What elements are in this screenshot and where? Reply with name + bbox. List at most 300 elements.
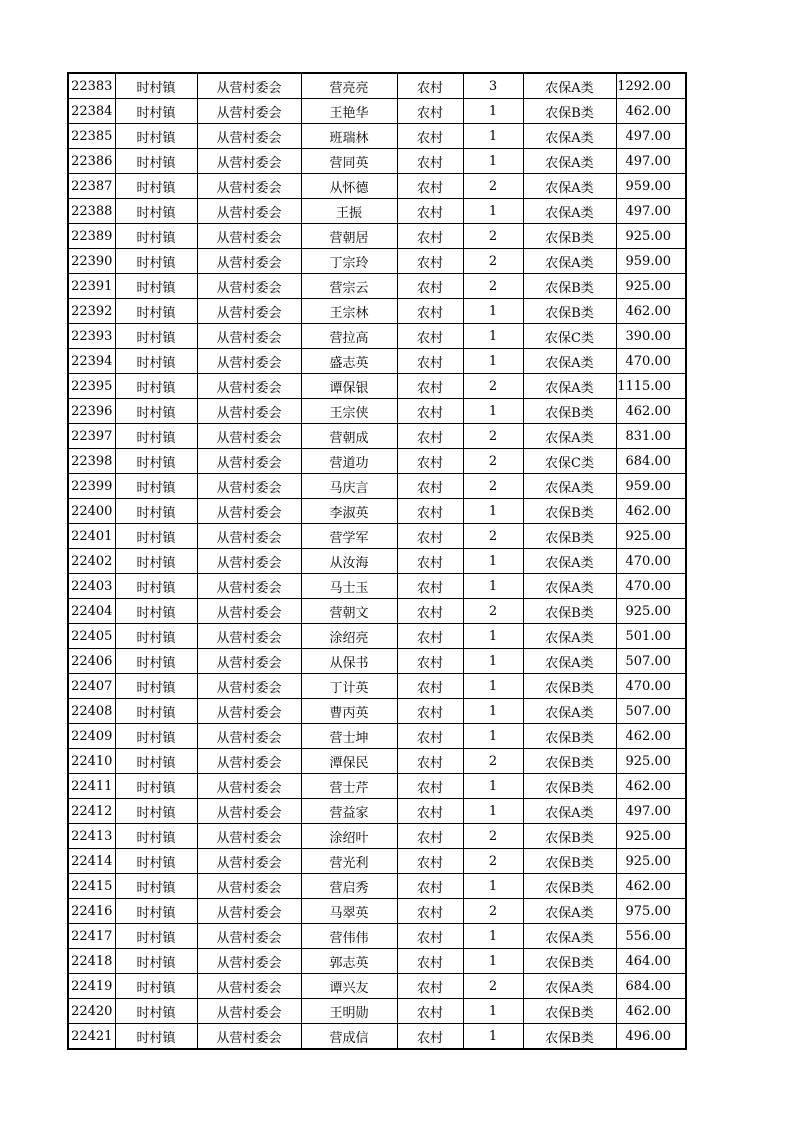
- village-cell: 从营村委会: [197, 324, 301, 349]
- amount-cell: 497.00: [616, 799, 686, 824]
- category-cell: 农保A类: [523, 549, 616, 574]
- household-count-cell: 1: [463, 549, 523, 574]
- household-count-cell: 1: [463, 699, 523, 724]
- household-count-cell: 2: [463, 449, 523, 474]
- amount-cell: 462.00: [616, 299, 686, 324]
- town-cell: 时村镇: [115, 399, 197, 424]
- household-count-cell: 1: [463, 99, 523, 124]
- amount-cell: 925.00: [616, 849, 686, 874]
- table-row: [68, 424, 686, 449]
- household-count-cell: 1: [463, 774, 523, 799]
- amount-cell: 497.00: [616, 149, 686, 174]
- row-id-cell: 22386: [68, 149, 115, 174]
- row-id-cell: 22405: [68, 624, 115, 649]
- category-cell: 农保B类: [523, 499, 616, 524]
- row-id-cell: 22407: [68, 674, 115, 699]
- name-cell: 营士芹: [301, 774, 397, 799]
- name-cell: 涂绍叶: [301, 824, 397, 849]
- category-cell: 农保A类: [523, 149, 616, 174]
- category-cell: 农保A类: [523, 474, 616, 499]
- row-id-cell: 22387: [68, 174, 115, 199]
- area-type-cell: 农村: [397, 99, 463, 124]
- household-count-cell: 2: [463, 824, 523, 849]
- row-id-cell: 22402: [68, 549, 115, 574]
- village-cell: 从营村委会: [197, 974, 301, 999]
- row-id-cell: 22411: [68, 774, 115, 799]
- amount-cell: 684.00: [616, 974, 686, 999]
- table-row: [68, 349, 686, 374]
- table-row: [68, 674, 686, 699]
- village-cell: 从营村委会: [197, 724, 301, 749]
- area-type-cell: 农村: [397, 549, 463, 574]
- village-cell: 从营村委会: [197, 224, 301, 249]
- row-id-cell: 22416: [68, 899, 115, 924]
- village-cell: 从营村委会: [197, 949, 301, 974]
- amount-cell: 925.00: [616, 224, 686, 249]
- village-cell: 从营村委会: [197, 699, 301, 724]
- amount-cell: 507.00: [616, 649, 686, 674]
- category-cell: 农保A类: [523, 424, 616, 449]
- area-type-cell: 农村: [397, 199, 463, 224]
- category-cell: 农保A类: [523, 924, 616, 949]
- amount-cell: 831.00: [616, 424, 686, 449]
- household-count-cell: 1: [463, 724, 523, 749]
- name-cell: 营朝文: [301, 599, 397, 624]
- amount-cell: 462.00: [616, 99, 686, 124]
- table-row: [68, 574, 686, 599]
- area-type-cell: 农村: [397, 449, 463, 474]
- household-count-cell: 1: [463, 1024, 523, 1050]
- household-count-cell: 1: [463, 299, 523, 324]
- table-row: [68, 224, 686, 249]
- town-cell: 时村镇: [115, 924, 197, 949]
- table-row: [68, 699, 686, 724]
- town-cell: 时村镇: [115, 299, 197, 324]
- town-cell: 时村镇: [115, 199, 197, 224]
- category-cell: 农保A类: [523, 374, 616, 399]
- row-id-cell: 22390: [68, 249, 115, 274]
- name-cell: 营启秀: [301, 874, 397, 899]
- table-row: [68, 649, 686, 674]
- table-row: [68, 499, 686, 524]
- row-id-cell: 22406: [68, 649, 115, 674]
- name-cell: 营士坤: [301, 724, 397, 749]
- amount-cell: 390.00: [616, 324, 686, 349]
- amount-cell: 462.00: [616, 724, 686, 749]
- category-cell: 农保B类: [523, 224, 616, 249]
- town-cell: 时村镇: [115, 899, 197, 924]
- village-cell: 从营村委会: [197, 599, 301, 624]
- town-cell: 时村镇: [115, 349, 197, 374]
- village-cell: 从营村委会: [197, 849, 301, 874]
- table-row: [68, 149, 686, 174]
- table-row: [68, 274, 686, 299]
- town-cell: 时村镇: [115, 499, 197, 524]
- town-cell: 时村镇: [115, 699, 197, 724]
- village-cell: 从营村委会: [197, 1024, 301, 1050]
- table-row: [68, 73, 686, 99]
- household-count-cell: 1: [463, 999, 523, 1024]
- household-count-cell: 2: [463, 749, 523, 774]
- area-type-cell: 农村: [397, 249, 463, 274]
- category-cell: 农保B类: [523, 274, 616, 299]
- category-cell: 农保B类: [523, 399, 616, 424]
- village-cell: 从营村委会: [197, 299, 301, 324]
- row-id-cell: 22383: [68, 73, 115, 99]
- category-cell: 农保B类: [523, 949, 616, 974]
- row-id-cell: 22388: [68, 199, 115, 224]
- area-type-cell: 农村: [397, 724, 463, 749]
- table-row: [68, 549, 686, 574]
- table-row: [68, 924, 686, 949]
- row-id-cell: 22413: [68, 824, 115, 849]
- amount-cell: 925.00: [616, 599, 686, 624]
- household-count-cell: 2: [463, 974, 523, 999]
- village-cell: 从营村委会: [197, 149, 301, 174]
- area-type-cell: 农村: [397, 224, 463, 249]
- row-id-cell: 22396: [68, 399, 115, 424]
- amount-cell: 496.00: [616, 1024, 686, 1050]
- row-id-cell: 22410: [68, 749, 115, 774]
- row-id-cell: 22385: [68, 124, 115, 149]
- row-id-cell: 22420: [68, 999, 115, 1024]
- table-row: [68, 124, 686, 149]
- area-type-cell: 农村: [397, 799, 463, 824]
- village-cell: 从营村委会: [197, 99, 301, 124]
- area-type-cell: 农村: [397, 374, 463, 399]
- household-count-cell: 2: [463, 849, 523, 874]
- amount-cell: 462.00: [616, 499, 686, 524]
- category-cell: 农保A类: [523, 349, 616, 374]
- household-count-cell: 1: [463, 149, 523, 174]
- name-cell: 王宗侠: [301, 399, 397, 424]
- town-cell: 时村镇: [115, 674, 197, 699]
- area-type-cell: 农村: [397, 149, 463, 174]
- name-cell: 涂绍亮: [301, 624, 397, 649]
- area-type-cell: 农村: [397, 349, 463, 374]
- village-cell: 从营村委会: [197, 449, 301, 474]
- table-row: [68, 824, 686, 849]
- category-cell: 农保B类: [523, 1024, 616, 1050]
- town-cell: 时村镇: [115, 124, 197, 149]
- row-id-cell: 22391: [68, 274, 115, 299]
- name-cell: 马翠英: [301, 899, 397, 924]
- area-type-cell: 农村: [397, 949, 463, 974]
- area-type-cell: 农村: [397, 674, 463, 699]
- area-type-cell: 农村: [397, 1024, 463, 1050]
- town-cell: 时村镇: [115, 73, 197, 99]
- category-cell: 农保B类: [523, 524, 616, 549]
- name-cell: 营同英: [301, 149, 397, 174]
- town-cell: 时村镇: [115, 99, 197, 124]
- table-row: [68, 774, 686, 799]
- row-id-cell: 22398: [68, 449, 115, 474]
- area-type-cell: 农村: [397, 124, 463, 149]
- amount-cell: 959.00: [616, 474, 686, 499]
- area-type-cell: 农村: [397, 73, 463, 99]
- name-cell: 营朝成: [301, 424, 397, 449]
- household-count-cell: 1: [463, 949, 523, 974]
- amount-cell: 975.00: [616, 899, 686, 924]
- village-cell: 从营村委会: [197, 999, 301, 1024]
- category-cell: 农保A类: [523, 624, 616, 649]
- household-count-cell: 1: [463, 499, 523, 524]
- category-cell: 农保B类: [523, 999, 616, 1024]
- amount-cell: 497.00: [616, 199, 686, 224]
- area-type-cell: 农村: [397, 299, 463, 324]
- household-count-cell: 2: [463, 474, 523, 499]
- table-row: [68, 299, 686, 324]
- household-count-cell: 1: [463, 124, 523, 149]
- row-id-cell: 22395: [68, 374, 115, 399]
- category-cell: 农保A类: [523, 73, 616, 99]
- category-cell: 农保A类: [523, 899, 616, 924]
- table-row: [68, 1024, 686, 1050]
- table-row: [68, 899, 686, 924]
- name-cell: 郭志英: [301, 949, 397, 974]
- area-type-cell: 农村: [397, 174, 463, 199]
- row-id-cell: 22389: [68, 224, 115, 249]
- household-count-cell: 1: [463, 874, 523, 899]
- category-cell: 农保A类: [523, 124, 616, 149]
- town-cell: 时村镇: [115, 274, 197, 299]
- row-id-cell: 22421: [68, 1024, 115, 1050]
- household-count-cell: 1: [463, 799, 523, 824]
- village-cell: 从营村委会: [197, 749, 301, 774]
- town-cell: 时村镇: [115, 649, 197, 674]
- amount-cell: 497.00: [616, 124, 686, 149]
- row-id-cell: 22418: [68, 949, 115, 974]
- town-cell: 时村镇: [115, 824, 197, 849]
- amount-cell: 470.00: [616, 549, 686, 574]
- name-cell: 谭兴友: [301, 974, 397, 999]
- town-cell: 时村镇: [115, 799, 197, 824]
- village-cell: 从营村委会: [197, 73, 301, 99]
- name-cell: 曹丙英: [301, 699, 397, 724]
- town-cell: 时村镇: [115, 999, 197, 1024]
- amount-cell: 470.00: [616, 349, 686, 374]
- name-cell: 从汝海: [301, 549, 397, 574]
- row-id-cell: 22384: [68, 99, 115, 124]
- table-row: [68, 724, 686, 749]
- table-row: [68, 99, 686, 124]
- village-cell: 从营村委会: [197, 924, 301, 949]
- town-cell: 时村镇: [115, 774, 197, 799]
- village-cell: 从营村委会: [197, 474, 301, 499]
- row-id-cell: 22419: [68, 974, 115, 999]
- village-cell: 从营村委会: [197, 199, 301, 224]
- category-cell: 农保B类: [523, 599, 616, 624]
- town-cell: 时村镇: [115, 574, 197, 599]
- name-cell: 营伟伟: [301, 924, 397, 949]
- data-table: [67, 72, 687, 1050]
- town-cell: 时村镇: [115, 549, 197, 574]
- amount-cell: 959.00: [616, 174, 686, 199]
- area-type-cell: 农村: [397, 524, 463, 549]
- category-cell: 农保A类: [523, 799, 616, 824]
- area-type-cell: 农村: [397, 924, 463, 949]
- household-count-cell: 1: [463, 324, 523, 349]
- town-cell: 时村镇: [115, 599, 197, 624]
- category-cell: 农保B类: [523, 724, 616, 749]
- town-cell: 时村镇: [115, 949, 197, 974]
- row-id-cell: 22412: [68, 799, 115, 824]
- name-cell: 潭保民: [301, 749, 397, 774]
- row-id-cell: 22397: [68, 424, 115, 449]
- table-row: [68, 999, 686, 1024]
- area-type-cell: 农村: [397, 624, 463, 649]
- name-cell: 从怀德: [301, 174, 397, 199]
- category-cell: 农保B类: [523, 849, 616, 874]
- area-type-cell: 农村: [397, 849, 463, 874]
- category-cell: 农保A类: [523, 174, 616, 199]
- table-row: [68, 199, 686, 224]
- name-cell: 王宗林: [301, 299, 397, 324]
- village-cell: 从营村委会: [197, 374, 301, 399]
- household-count-cell: 2: [463, 174, 523, 199]
- category-cell: 农保C类: [523, 324, 616, 349]
- village-cell: 从营村委会: [197, 624, 301, 649]
- amount-cell: 556.00: [616, 924, 686, 949]
- table-row: [68, 624, 686, 649]
- table-row: [68, 174, 686, 199]
- name-cell: 班瑞林: [301, 124, 397, 149]
- amount-cell: 959.00: [616, 249, 686, 274]
- town-cell: 时村镇: [115, 449, 197, 474]
- town-cell: 时村镇: [115, 374, 197, 399]
- town-cell: 时村镇: [115, 324, 197, 349]
- household-count-cell: 1: [463, 924, 523, 949]
- town-cell: 时村镇: [115, 1024, 197, 1050]
- category-cell: 农保B类: [523, 824, 616, 849]
- table-body: [68, 73, 686, 1049]
- household-count-cell: 2: [463, 249, 523, 274]
- household-count-cell: 2: [463, 899, 523, 924]
- town-cell: 时村镇: [115, 974, 197, 999]
- town-cell: 时村镇: [115, 474, 197, 499]
- row-id-cell: 22403: [68, 574, 115, 599]
- household-count-cell: 1: [463, 199, 523, 224]
- village-cell: 从营村委会: [197, 674, 301, 699]
- town-cell: 时村镇: [115, 224, 197, 249]
- village-cell: 从营村委会: [197, 549, 301, 574]
- amount-cell: 464.00: [616, 949, 686, 974]
- area-type-cell: 农村: [397, 274, 463, 299]
- area-type-cell: 农村: [397, 774, 463, 799]
- area-type-cell: 农村: [397, 474, 463, 499]
- town-cell: 时村镇: [115, 749, 197, 774]
- area-type-cell: 农村: [397, 874, 463, 899]
- row-id-cell: 22404: [68, 599, 115, 624]
- name-cell: 丁宗玲: [301, 249, 397, 274]
- table-row: [68, 599, 686, 624]
- household-count-cell: 3: [463, 73, 523, 99]
- amount-cell: 925.00: [616, 524, 686, 549]
- village-cell: 从营村委会: [197, 499, 301, 524]
- town-cell: 时村镇: [115, 174, 197, 199]
- category-cell: 农保B类: [523, 874, 616, 899]
- category-cell: 农保B类: [523, 774, 616, 799]
- table-row: [68, 799, 686, 824]
- area-type-cell: 农村: [397, 424, 463, 449]
- row-id-cell: 22408: [68, 699, 115, 724]
- household-count-cell: 1: [463, 399, 523, 424]
- village-cell: 从营村委会: [197, 774, 301, 799]
- town-cell: 时村镇: [115, 874, 197, 899]
- table-row: [68, 249, 686, 274]
- household-count-cell: 2: [463, 224, 523, 249]
- name-cell: 李淑英: [301, 499, 397, 524]
- area-type-cell: 农村: [397, 574, 463, 599]
- village-cell: 从营村委会: [197, 274, 301, 299]
- village-cell: 从营村委会: [197, 574, 301, 599]
- category-cell: 农保B类: [523, 99, 616, 124]
- amount-cell: 462.00: [616, 999, 686, 1024]
- category-cell: 农保B类: [523, 674, 616, 699]
- household-count-cell: 2: [463, 524, 523, 549]
- name-cell: 营拉高: [301, 324, 397, 349]
- table-row: [68, 474, 686, 499]
- table-row: [68, 874, 686, 899]
- category-cell: 农保A类: [523, 199, 616, 224]
- row-id-cell: 22417: [68, 924, 115, 949]
- household-count-cell: 1: [463, 574, 523, 599]
- amount-cell: 462.00: [616, 774, 686, 799]
- table-row: [68, 374, 686, 399]
- amount-cell: 470.00: [616, 674, 686, 699]
- household-count-cell: 1: [463, 624, 523, 649]
- amount-cell: 1292.00: [616, 73, 686, 99]
- amount-cell: 470.00: [616, 574, 686, 599]
- name-cell: 营成信: [301, 1024, 397, 1050]
- village-cell: 从营村委会: [197, 824, 301, 849]
- village-cell: 从营村委会: [197, 524, 301, 549]
- village-cell: 从营村委会: [197, 424, 301, 449]
- row-id-cell: 22392: [68, 299, 115, 324]
- name-cell: 丁计英: [301, 674, 397, 699]
- town-cell: 时村镇: [115, 149, 197, 174]
- area-type-cell: 农村: [397, 999, 463, 1024]
- name-cell: 从保书: [301, 649, 397, 674]
- row-id-cell: 22415: [68, 874, 115, 899]
- name-cell: 营宗云: [301, 274, 397, 299]
- row-id-cell: 22401: [68, 524, 115, 549]
- amount-cell: 684.00: [616, 449, 686, 474]
- table-row: [68, 449, 686, 474]
- village-cell: 从营村委会: [197, 174, 301, 199]
- household-count-cell: 2: [463, 274, 523, 299]
- category-cell: 农保A类: [523, 649, 616, 674]
- town-cell: 时村镇: [115, 724, 197, 749]
- area-type-cell: 农村: [397, 899, 463, 924]
- table-row: [68, 949, 686, 974]
- name-cell: 盛志英: [301, 349, 397, 374]
- village-cell: 从营村委会: [197, 349, 301, 374]
- amount-cell: 925.00: [616, 274, 686, 299]
- row-id-cell: 22414: [68, 849, 115, 874]
- town-cell: 时村镇: [115, 249, 197, 274]
- category-cell: 农保C类: [523, 449, 616, 474]
- household-count-cell: 2: [463, 374, 523, 399]
- table-row: [68, 974, 686, 999]
- name-cell: 马庆言: [301, 474, 397, 499]
- area-type-cell: 农村: [397, 499, 463, 524]
- amount-cell: 1115.00: [616, 374, 686, 399]
- category-cell: 农保A类: [523, 249, 616, 274]
- household-count-cell: 1: [463, 649, 523, 674]
- name-cell: 营学军: [301, 524, 397, 549]
- table-row: [68, 324, 686, 349]
